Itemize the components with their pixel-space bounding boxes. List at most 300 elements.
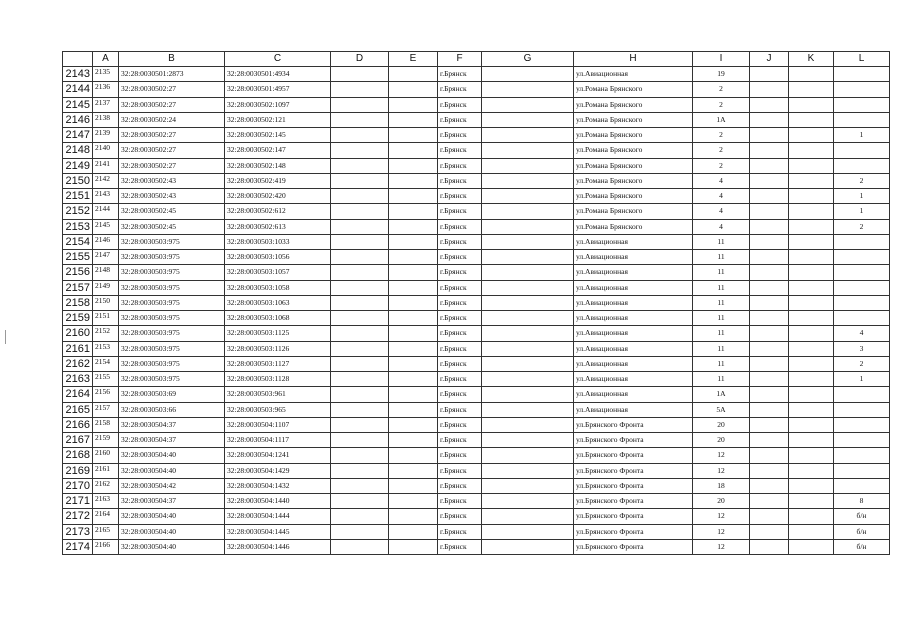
row-number[interactable]: 2145 [63,97,93,112]
cell-h[interactable]: ул.Романа Брянского [574,97,693,112]
cell-a[interactable]: 2162 [93,478,119,493]
cell-j[interactable] [750,356,789,371]
cell-g[interactable] [482,478,574,493]
cell-g[interactable] [482,265,574,280]
cell-l[interactable] [834,402,890,417]
cell-a[interactable]: 2148 [93,265,119,280]
cell-f[interactable]: г.Брянск [438,539,482,554]
cell-c[interactable]: 32:28:0030502:613 [225,219,331,234]
cell-j[interactable] [750,433,789,448]
cell-g[interactable] [482,112,574,127]
cell-j[interactable] [750,234,789,249]
cell-b[interactable]: 32:28:0030502:45 [119,204,225,219]
row-number[interactable]: 2158 [63,295,93,310]
cell-g[interactable] [482,97,574,112]
cell-e[interactable] [389,463,438,478]
cell-e[interactable] [389,219,438,234]
cell-k[interactable] [789,356,834,371]
cell-l[interactable]: б/н [834,539,890,554]
cell-d[interactable] [331,67,389,82]
cell-a[interactable]: 2157 [93,402,119,417]
cell-c[interactable]: 32:28:0030502:121 [225,112,331,127]
cell-g[interactable] [482,417,574,432]
cell-l[interactable] [834,433,890,448]
cell-g[interactable] [482,494,574,509]
cell-d[interactable] [331,158,389,173]
row-number[interactable]: 2157 [63,280,93,295]
cell-h[interactable]: ул.Романа Брянского [574,112,693,127]
cell-d[interactable] [331,219,389,234]
cell-a[interactable]: 2155 [93,372,119,387]
cell-d[interactable] [331,372,389,387]
cell-j[interactable] [750,112,789,127]
cell-d[interactable] [331,204,389,219]
cell-l[interactable] [834,143,890,158]
cell-l[interactable] [834,82,890,97]
row-number[interactable]: 2151 [63,189,93,204]
cell-f[interactable]: г.Брянск [438,311,482,326]
cell-j[interactable] [750,402,789,417]
cell-c[interactable]: 32:28:0030503:1126 [225,341,331,356]
cell-f[interactable]: г.Брянск [438,143,482,158]
cell-d[interactable] [331,356,389,371]
cell-f[interactable]: г.Брянск [438,189,482,204]
column-header-e[interactable]: E [389,52,438,67]
row-number[interactable]: 2152 [63,204,93,219]
column-header-i[interactable]: I [693,52,750,67]
cell-h[interactable]: ул.Романа Брянского [574,204,693,219]
cell-j[interactable] [750,97,789,112]
cell-a[interactable]: 2142 [93,173,119,188]
cell-i[interactable]: 2 [693,97,750,112]
cell-a[interactable]: 2166 [93,539,119,554]
cell-d[interactable] [331,539,389,554]
cell-l[interactable] [834,478,890,493]
cell-a[interactable]: 2165 [93,524,119,539]
cell-l[interactable] [834,280,890,295]
cell-i[interactable]: 2 [693,128,750,143]
cell-a[interactable]: 2136 [93,82,119,97]
cell-a[interactable]: 2158 [93,417,119,432]
cell-i[interactable]: 4 [693,189,750,204]
cell-a[interactable]: 2151 [93,311,119,326]
cell-d[interactable] [331,387,389,402]
cell-j[interactable] [750,219,789,234]
cell-f[interactable]: г.Брянск [438,128,482,143]
cell-j[interactable] [750,128,789,143]
cell-b[interactable]: 32:28:0030503:975 [119,356,225,371]
column-header-g[interactable]: G [482,52,574,67]
cell-l[interactable]: 1 [834,128,890,143]
cell-e[interactable] [389,112,438,127]
cell-i[interactable]: 19 [693,67,750,82]
cell-b[interactable]: 32:28:0030502:27 [119,82,225,97]
cell-i[interactable]: 11 [693,311,750,326]
cell-c[interactable]: 32:28:0030503:1125 [225,326,331,341]
cell-h[interactable]: ул.Брянского Фронта [574,524,693,539]
cell-g[interactable] [482,539,574,554]
row-number[interactable]: 2164 [63,387,93,402]
cell-c[interactable]: 32:28:0030503:1058 [225,280,331,295]
row-number[interactable]: 2162 [63,356,93,371]
cell-c[interactable]: 32:28:0030502:147 [225,143,331,158]
cell-k[interactable] [789,311,834,326]
cell-i[interactable]: 11 [693,372,750,387]
cell-j[interactable] [750,478,789,493]
cell-j[interactable] [750,494,789,509]
cell-a[interactable]: 2146 [93,234,119,249]
row-number[interactable]: 2155 [63,250,93,265]
cell-e[interactable] [389,341,438,356]
cell-c[interactable]: 32:28:0030503:1128 [225,372,331,387]
cell-a[interactable]: 2150 [93,295,119,310]
cell-h[interactable]: ул.Авиационная [574,356,693,371]
cell-a[interactable]: 2156 [93,387,119,402]
column-header-d[interactable]: D [331,52,389,67]
cell-d[interactable] [331,494,389,509]
column-header-corner[interactable] [63,52,93,67]
cell-a[interactable]: 2161 [93,463,119,478]
cell-b[interactable]: 32:28:0030503:975 [119,341,225,356]
cell-a[interactable]: 2154 [93,356,119,371]
cell-i[interactable]: 12 [693,448,750,463]
row-number[interactable]: 2166 [63,417,93,432]
cell-f[interactable]: г.Брянск [438,112,482,127]
cell-k[interactable] [789,143,834,158]
cell-c[interactable]: 32:28:0030503:1057 [225,265,331,280]
cell-j[interactable] [750,341,789,356]
cell-b[interactable]: 32:28:0030502:27 [119,158,225,173]
column-header-l[interactable]: L [834,52,890,67]
cell-g[interactable] [482,448,574,463]
cell-c[interactable]: 32:28:0030502:1097 [225,97,331,112]
cell-k[interactable] [789,448,834,463]
row-number[interactable]: 2171 [63,494,93,509]
cell-b[interactable]: 32:28:0030503:69 [119,387,225,402]
cell-e[interactable] [389,311,438,326]
cell-c[interactable]: 32:28:0030503:1056 [225,250,331,265]
column-header-c[interactable]: C [225,52,331,67]
cell-b[interactable]: 32:28:0030503:66 [119,402,225,417]
cell-a[interactable]: 2160 [93,448,119,463]
cell-c[interactable]: 32:28:0030502:612 [225,204,331,219]
cell-l[interactable] [834,234,890,249]
cell-j[interactable] [750,280,789,295]
cell-i[interactable]: 11 [693,280,750,295]
cell-l[interactable] [834,67,890,82]
cell-j[interactable] [750,265,789,280]
cell-g[interactable] [482,219,574,234]
cell-c[interactable]: 32:28:0030503:965 [225,402,331,417]
cell-f[interactable]: г.Брянск [438,387,482,402]
cell-e[interactable] [389,173,438,188]
cell-c[interactable]: 32:28:0030502:420 [225,189,331,204]
cell-j[interactable] [750,173,789,188]
cell-b[interactable]: 32:28:0030503:975 [119,311,225,326]
cell-h[interactable]: ул.Авиационная [574,402,693,417]
cell-e[interactable] [389,82,438,97]
cell-k[interactable] [789,265,834,280]
cell-g[interactable] [482,341,574,356]
cell-j[interactable] [750,143,789,158]
cell-i[interactable]: 11 [693,326,750,341]
cell-i[interactable]: 11 [693,356,750,371]
cell-i[interactable]: 11 [693,250,750,265]
cell-c[interactable]: 32:28:0030504:1444 [225,509,331,524]
cell-h[interactable]: ул.Романа Брянского [574,158,693,173]
cell-i[interactable]: 12 [693,524,750,539]
cell-d[interactable] [331,402,389,417]
cell-l[interactable] [834,417,890,432]
cell-i[interactable]: 20 [693,494,750,509]
cell-g[interactable] [482,356,574,371]
cell-k[interactable] [789,173,834,188]
cell-d[interactable] [331,463,389,478]
row-number[interactable]: 2174 [63,539,93,554]
cell-h[interactable]: ул.Брянского Фронта [574,433,693,448]
row-number[interactable]: 2165 [63,402,93,417]
cell-k[interactable] [789,524,834,539]
cell-j[interactable] [750,509,789,524]
cell-j[interactable] [750,295,789,310]
row-number[interactable]: 2146 [63,112,93,127]
cell-g[interactable] [482,82,574,97]
cell-j[interactable] [750,204,789,219]
cell-h[interactable]: ул.Брянского Фронта [574,463,693,478]
cell-h[interactable]: ул.Романа Брянского [574,219,693,234]
cell-f[interactable]: г.Брянск [438,82,482,97]
row-number[interactable]: 2144 [63,82,93,97]
cell-k[interactable] [789,250,834,265]
cell-c[interactable]: 32:28:0030504:1440 [225,494,331,509]
cell-h[interactable]: ул.Романа Брянского [574,82,693,97]
cell-j[interactable] [750,539,789,554]
cell-g[interactable] [482,402,574,417]
cell-h[interactable]: ул.Романа Брянского [574,189,693,204]
cell-c[interactable]: 32:28:0030504:1117 [225,433,331,448]
cell-l[interactable]: 1 [834,372,890,387]
cell-f[interactable]: г.Брянск [438,524,482,539]
cell-a[interactable]: 2138 [93,112,119,127]
cell-i[interactable]: 12 [693,539,750,554]
cell-f[interactable]: г.Брянск [438,448,482,463]
row-number[interactable]: 2150 [63,173,93,188]
cell-j[interactable] [750,463,789,478]
cell-e[interactable] [389,524,438,539]
cell-e[interactable] [389,372,438,387]
cell-l[interactable] [834,112,890,127]
cell-f[interactable]: г.Брянск [438,219,482,234]
cell-l[interactable]: 2 [834,219,890,234]
cell-k[interactable] [789,97,834,112]
cell-e[interactable] [389,234,438,249]
row-number[interactable]: 2167 [63,433,93,448]
cell-h[interactable]: ул.Романа Брянского [574,173,693,188]
cell-k[interactable] [789,326,834,341]
cell-c[interactable]: 32:28:0030502:148 [225,158,331,173]
cell-e[interactable] [389,448,438,463]
cell-j[interactable] [750,524,789,539]
cell-d[interactable] [331,97,389,112]
cell-d[interactable] [331,143,389,158]
cell-k[interactable] [789,280,834,295]
row-number[interactable]: 2168 [63,448,93,463]
cell-l[interactable] [834,265,890,280]
cell-l[interactable]: 1 [834,189,890,204]
cell-f[interactable]: г.Брянск [438,341,482,356]
cell-k[interactable] [789,433,834,448]
cell-d[interactable] [331,82,389,97]
cell-g[interactable] [482,189,574,204]
row-number[interactable]: 2143 [63,67,93,82]
cell-h[interactable]: ул.Авиационная [574,341,693,356]
cell-g[interactable] [482,158,574,173]
row-number[interactable]: 2169 [63,463,93,478]
cell-d[interactable] [331,189,389,204]
cell-k[interactable] [789,494,834,509]
column-header-a[interactable]: A [93,52,119,67]
cell-e[interactable] [389,478,438,493]
cell-h[interactable]: ул.Авиационная [574,311,693,326]
cell-c[interactable]: 32:28:0030504:1432 [225,478,331,493]
cell-d[interactable] [331,478,389,493]
cell-e[interactable] [389,204,438,219]
row-number[interactable]: 2163 [63,372,93,387]
cell-l[interactable]: 2 [834,356,890,371]
cell-a[interactable]: 2141 [93,158,119,173]
cell-b[interactable]: 32:28:0030501:2873 [119,67,225,82]
cell-c[interactable]: 32:28:0030503:1068 [225,311,331,326]
cell-h[interactable]: ул.Авиационная [574,67,693,82]
cell-e[interactable] [389,280,438,295]
cell-g[interactable] [482,311,574,326]
cell-b[interactable]: 32:28:0030504:40 [119,509,225,524]
cell-e[interactable] [389,539,438,554]
cell-g[interactable] [482,463,574,478]
cell-d[interactable] [331,173,389,188]
cell-d[interactable] [331,433,389,448]
cell-g[interactable] [482,509,574,524]
cell-g[interactable] [482,387,574,402]
cell-a[interactable]: 2143 [93,189,119,204]
cell-h[interactable]: ул.Брянского Фронта [574,478,693,493]
cell-k[interactable] [789,372,834,387]
cell-f[interactable]: г.Брянск [438,494,482,509]
cell-f[interactable]: г.Брянск [438,509,482,524]
cell-f[interactable]: г.Брянск [438,234,482,249]
cell-b[interactable]: 32:28:0030503:975 [119,234,225,249]
cell-f[interactable]: г.Брянск [438,478,482,493]
cell-l[interactable] [834,311,890,326]
cell-g[interactable] [482,372,574,387]
cell-a[interactable]: 2144 [93,204,119,219]
cell-d[interactable] [331,311,389,326]
cell-b[interactable]: 32:28:0030504:40 [119,524,225,539]
row-number[interactable]: 2154 [63,234,93,249]
cell-k[interactable] [789,402,834,417]
cell-h[interactable]: ул.Авиационная [574,326,693,341]
column-header-f[interactable]: F [438,52,482,67]
cell-c[interactable]: 32:28:0030504:1446 [225,539,331,554]
row-number[interactable]: 2159 [63,311,93,326]
cell-f[interactable]: г.Брянск [438,280,482,295]
cell-b[interactable]: 32:28:0030503:975 [119,372,225,387]
row-number[interactable]: 2156 [63,265,93,280]
cell-g[interactable] [482,234,574,249]
cell-e[interactable] [389,402,438,417]
cell-b[interactable]: 32:28:0030502:24 [119,112,225,127]
cell-b[interactable]: 32:28:0030502:27 [119,143,225,158]
cell-a[interactable]: 2145 [93,219,119,234]
cell-f[interactable]: г.Брянск [438,250,482,265]
cell-d[interactable] [331,234,389,249]
cell-b[interactable]: 32:28:0030503:975 [119,265,225,280]
cell-k[interactable] [789,219,834,234]
column-header-k[interactable]: K [789,52,834,67]
cell-a[interactable]: 2164 [93,509,119,524]
cell-f[interactable]: г.Брянск [438,204,482,219]
cell-c[interactable]: 32:28:0030501:4957 [225,82,331,97]
cell-l[interactable]: 8 [834,494,890,509]
cell-c[interactable]: 32:28:0030503:1063 [225,295,331,310]
cell-h[interactable]: ул.Авиационная [574,250,693,265]
cell-b[interactable]: 32:28:0030504:42 [119,478,225,493]
row-number[interactable]: 2170 [63,478,93,493]
cell-k[interactable] [789,341,834,356]
cell-b[interactable]: 32:28:0030502:43 [119,189,225,204]
cell-f[interactable]: г.Брянск [438,402,482,417]
cell-i[interactable]: 11 [693,234,750,249]
cell-g[interactable] [482,433,574,448]
cell-g[interactable] [482,204,574,219]
cell-h[interactable]: ул.Авиационная [574,372,693,387]
cell-f[interactable]: г.Брянск [438,463,482,478]
cell-k[interactable] [789,112,834,127]
cell-e[interactable] [389,189,438,204]
cell-e[interactable] [389,97,438,112]
cell-d[interactable] [331,128,389,143]
cell-a[interactable]: 2153 [93,341,119,356]
cell-g[interactable] [482,250,574,265]
cell-f[interactable]: г.Брянск [438,433,482,448]
cell-h[interactable]: ул.Романа Брянского [574,128,693,143]
cell-i[interactable]: 4 [693,173,750,188]
row-number[interactable]: 2173 [63,524,93,539]
cell-d[interactable] [331,326,389,341]
cell-k[interactable] [789,189,834,204]
cell-f[interactable]: г.Брянск [438,295,482,310]
cell-b[interactable]: 32:28:0030504:37 [119,433,225,448]
cell-j[interactable] [750,82,789,97]
cell-d[interactable] [331,280,389,295]
cell-l[interactable]: б/н [834,524,890,539]
cell-b[interactable]: 32:28:0030502:27 [119,97,225,112]
cell-h[interactable]: ул.Брянского Фронта [574,494,693,509]
cell-b[interactable]: 32:28:0030503:975 [119,326,225,341]
cell-k[interactable] [789,295,834,310]
cell-h[interactable]: ул.Авиационная [574,280,693,295]
cell-g[interactable] [482,128,574,143]
cell-h[interactable]: ул.Авиационная [574,295,693,310]
cell-d[interactable] [331,417,389,432]
cell-i[interactable]: 1А [693,112,750,127]
cell-d[interactable] [331,250,389,265]
cell-k[interactable] [789,158,834,173]
cell-l[interactable]: 4 [834,326,890,341]
cell-j[interactable] [750,448,789,463]
cell-i[interactable]: 2 [693,143,750,158]
cell-b[interactable]: 32:28:0030503:975 [119,280,225,295]
